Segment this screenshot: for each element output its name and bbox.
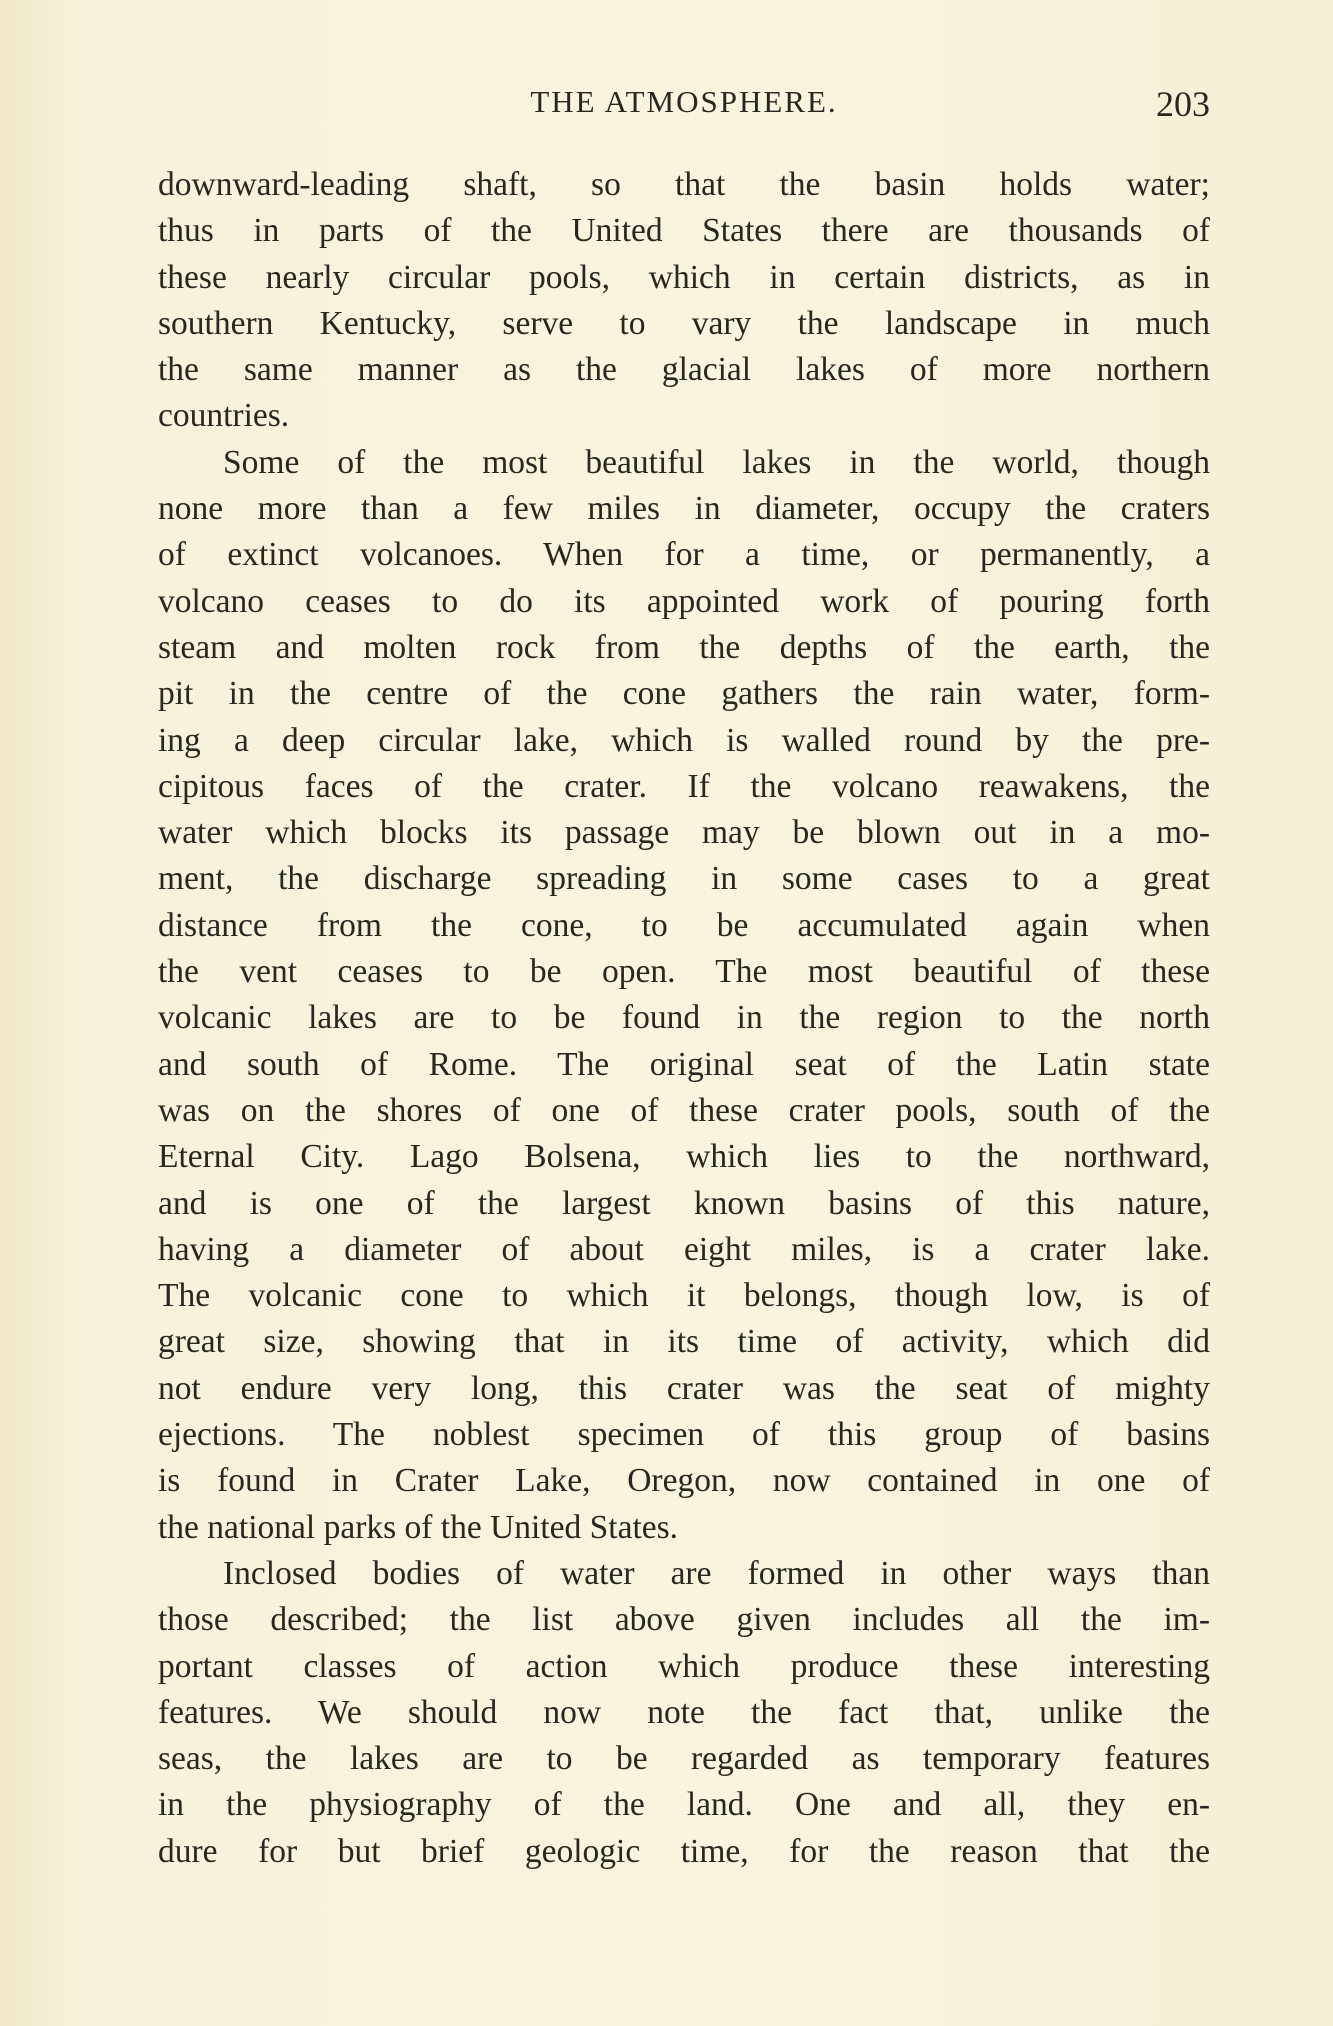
text-line: the national parks of the United States. [158,1508,679,1546]
body-text [158,162,1210,1875]
text-line: none more than a few miles in diameter, occupy the craters [158,490,1210,528]
text-line: Inclosed bodies of water are formed in other ways than [223,1554,1210,1592]
text-line: cipitous faces of the crater. If the volcano reawakens, the [158,767,1210,805]
running-title: THE ATMOSPHERE. [530,84,838,119]
text-line: portant classes of action which produce these interesting [158,1647,1210,1685]
text-line: thus in parts of the United States there are thousands of [158,212,1210,250]
paragraph-1 [158,162,1210,440]
text-line: ing a deep circular lake, which is walled round by the pre- [158,721,1210,759]
text-line: the vent ceases to be open. The most beautiful of these [158,953,1210,991]
text-line: downward-leading shaft, so that the basin holds water; [158,166,1210,203]
text-line: those described; the list above given includes all the im- [158,1601,1210,1639]
text-line: The volcanic cone to which it belongs, though low, is of [158,1277,1210,1315]
text-line: volcano ceases to do its appointed work of pouring forth [158,582,1210,620]
text-line: great size, showing that in its time of activity, which did [158,1323,1210,1361]
text-line: countries. [158,397,290,435]
page-number: 203 [1156,84,1210,124]
text-line: seas, the lakes are to be regarded as temporary features [158,1740,1210,1778]
text-line: water which blocks its passage may be blown out in a mo- [158,814,1210,852]
text-line: having a diameter of about eight miles, is a crater lake. [158,1230,1210,1268]
text-line: in the physiography of the land. One and all, they en- [158,1786,1210,1824]
text-line: Some of the most beautiful lakes in the world, though [223,443,1210,481]
text-line: and south of Rome. The original seat of the Latin state [158,1045,1210,1083]
paragraph-3 [158,1551,1210,1875]
text-line: and is one of the largest known basins of this nature, [158,1184,1210,1222]
text-line: the same manner as the glacial lakes of more northern [158,351,1210,389]
text-line: ment, the discharge spreading in some cases to a great [158,860,1210,898]
paragraph-2 [158,440,1210,1551]
text-line: features. We should now note the fact that, unlike the [158,1693,1210,1731]
text-line: volcanic lakes are to be found in the region to the north [158,999,1210,1037]
text-line: these nearly circular pools, which in certain districts, as in [158,258,1210,296]
text-line: was on the shores of one of these crater pools, south of the [158,1091,1210,1129]
text-line: is found in Crater Lake, Oregon, now contained in one of [158,1462,1210,1500]
text-line: pit in the centre of the cone gathers the rain water, form- [158,675,1210,713]
text-line: not endure very long, this crater was the seat of mighty [158,1369,1210,1407]
text-line: steam and molten rock from the depths of the earth, the [158,628,1210,666]
text-line: ejections. The noblest specimen of this group of basins [158,1416,1210,1454]
running-head [158,78,1210,126]
text-line: Eternal City. Lago Bolsena, which lies to the northward, [158,1138,1210,1176]
text-line: distance from the cone, to be accumulated again when [158,906,1210,944]
text-line: southern Kentucky, serve to vary the landscape in much [158,304,1210,342]
text-line: dure for but brief geologic time, for the reason that the [158,1832,1210,1870]
text-line: of extinct volcanoes. When for a time, or permanently, a [158,536,1210,574]
